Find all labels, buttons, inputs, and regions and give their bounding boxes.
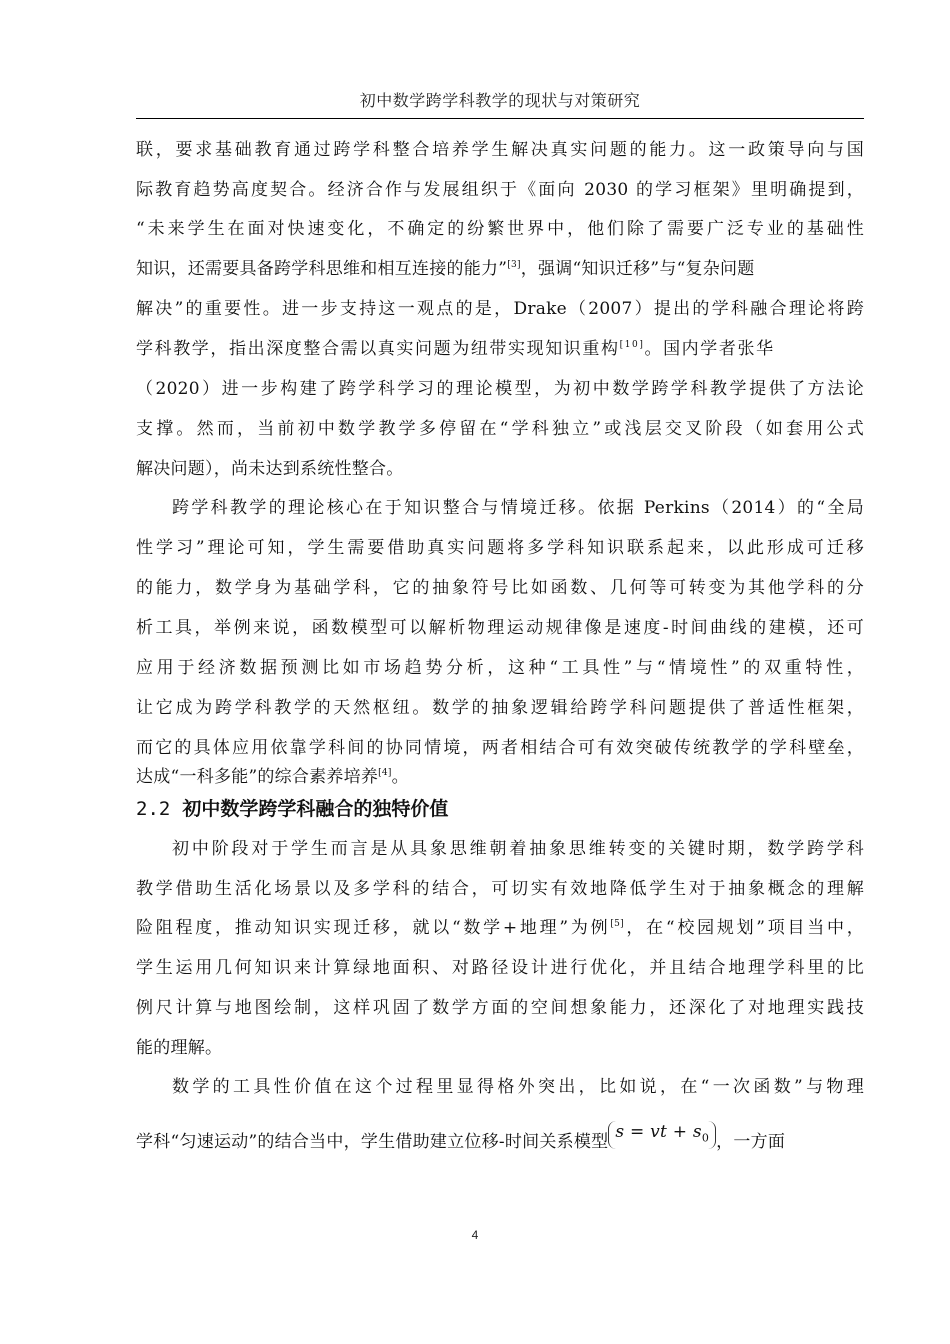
text-span: 知识，还需要具备跨学科思维和相互连接的能力” (136, 259, 508, 279)
section-heading (136, 796, 864, 822)
math-formula (608, 1121, 716, 1149)
paragraph-2-line-3: 的能力，数学身为基础学科，它的抽象符号比如函数、几何等可转变为其他学科的分 (136, 578, 864, 598)
paragraph-1-line-9: 解决问题），尚未达到系统性整合。 (136, 459, 404, 479)
paragraph-4-line-2 (136, 1122, 864, 1159)
text-span: 达成“一科多能”的综合素养培养 (136, 767, 379, 787)
paragraph-2-line-8 (136, 766, 864, 788)
paragraph-3-line-2: 教学借助生活化场景以及多学科的结合，可切实有效地降低学生对于抽象概念的理解 (136, 879, 864, 899)
citation-ref: [3] (507, 260, 521, 270)
paragraph-1-line-1: 联，要求基础教育通过跨学科整合培养学生解决真实问题的能力。这一政策导向与国 (136, 140, 864, 160)
paragraph-3-line-1: 初中阶段对于学生而言是从具象思维朝着抽象思维转变的关键时期，数学跨学科 (172, 839, 864, 859)
text-span: ，强调“知识迁移”与“复杂问题 (520, 259, 755, 279)
paragraph-1-line-5: 解决”的重要性。进一步支持这一观点的是，Drake（2007）提出的学科融合理论将跨 (136, 299, 864, 319)
paragraph-1-line-8: 支撑。然而，当前初中数学教学多停留在“学科独立”或浅层交叉阶段（如套用公式 (136, 419, 864, 439)
paragraph-1-line-3: “未来学生在面对快速变化，不确定的纷繁世界中，他们除了需要广泛专业的基础性 (136, 219, 864, 239)
text-span: 学科“匀速运动”的结合当中，学生借助建立位移-时间关系模型 (136, 1132, 609, 1152)
citation-ref: [5] (610, 919, 624, 929)
formula-subscript: 0 (701, 1131, 710, 1145)
paragraph-3-line-3 (136, 917, 864, 939)
paragraph-2-line-7: 而它的具体应用依靠学科间的协同情境，两者相结合可有效突破传统教学的学科壁垒， (136, 738, 864, 758)
section-number: 2.2 (136, 798, 171, 820)
paragraph-2-line-6: 让它成为跨学科教学的天然枢纽。数学的抽象逻辑给跨学科问题提供了普适性框架， (136, 698, 864, 718)
text-span: 。 (391, 767, 409, 787)
paragraph-3-line-6: 能的理解。 (136, 1038, 223, 1058)
text-span: ，一方面 (716, 1132, 786, 1152)
paragraph-3-line-5: 例尺计算与地图绘制，这样巩固了数学方面的空间想象能力，还深化了对地理实践技 (136, 998, 864, 1018)
paragraph-3-line-4: 学生运用几何知识来计算绿地面积、对路径设计进行优化，并且结合地理学科里的比 (136, 958, 864, 978)
text-span: 。国内学者张华 (644, 339, 775, 359)
paragraph-1-line-7: （2020）进一步构建了跨学科学习的理论模型，为初中数学跨学科教学提供了方法论 (136, 379, 864, 399)
page-number: 4 (471, 1228, 479, 1242)
paragraph-2-line-2: 性学习”理论可知，学生需要借助真实问题将多学科知识联系起来，以此形成可迁移 (136, 538, 864, 558)
text-span: 险阻程度，推动知识实现迁移，就以“数学+地理”为例 (136, 918, 611, 938)
text-span: 学科教学，指出深度整合需以真实问题为纽带实现知识重构 (136, 339, 620, 359)
paragraph-1-line-6 (136, 338, 864, 360)
paragraph-1-line-2: 际教育趋势高度契合。经济合作与发展组织于《面向 2030 的学习框架》里明确提到， (136, 180, 864, 200)
running-header: 初中数学跨学科教学的现状与对策研究 (136, 84, 864, 119)
text-span: ，在“校园规划”项目当中， (623, 918, 865, 938)
citation-ref: [4] (378, 768, 392, 778)
formula-main: s = vt + s (615, 1122, 702, 1142)
paragraph-2-line-4: 析工具，举例来说，函数模型可以解析物理运动规律像是速度-时间曲线的建模，还可 (136, 618, 864, 638)
section-title: 初中数学跨学科融合的独特价值 (182, 798, 449, 820)
paragraph-2-line-1: 跨学科教学的理论核心在于知识整合与情境迁移。依据 Perkins（2014）的“全局 (172, 498, 864, 518)
paragraph-2-line-5: 应用于经济数据预测比如市场趋势分析，这种“工具性”与“情境性”的双重特性， (136, 658, 864, 678)
citation-ref: [10] (619, 340, 645, 350)
paragraph-1-line-4 (136, 258, 864, 280)
paragraph-4-line-1: 数学的工具性价值在这个过程里显得格外突出，比如说，在“一次函数”与物理 (172, 1077, 864, 1097)
